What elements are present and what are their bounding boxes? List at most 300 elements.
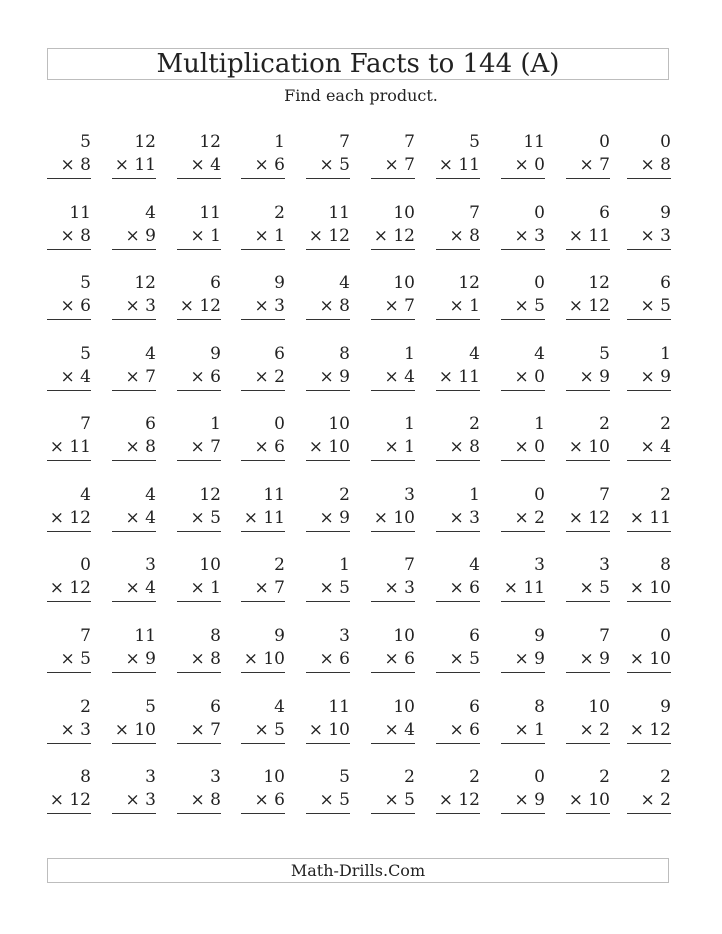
problem-6-7	[436, 485, 480, 531]
multiplicand: 1	[404, 414, 415, 434]
multiplicand: 11	[263, 485, 285, 505]
multiplier: × 5	[319, 578, 350, 598]
multiplicand: 4	[469, 344, 480, 364]
problem-10-8	[501, 767, 545, 813]
multiplier: × 5	[384, 790, 415, 810]
problem-2-4	[241, 203, 285, 249]
multiplier: × 11	[438, 367, 480, 387]
problem-2-3	[177, 203, 221, 249]
answer-line	[241, 672, 285, 673]
multiplicand: 4	[145, 485, 156, 505]
multiplicand: 6	[469, 626, 480, 646]
footer-text: Math-Drills.Com	[290, 861, 426, 880]
problem-5-4	[241, 414, 285, 460]
answer-line	[306, 178, 350, 179]
problem-8-1	[47, 626, 91, 672]
answer-line	[177, 601, 221, 602]
multiplicand: 9	[534, 626, 545, 646]
multiplicand: 1	[404, 344, 415, 364]
answer-line	[47, 249, 91, 250]
problem-10-5	[306, 767, 350, 813]
multiplicand: 10	[393, 697, 415, 717]
problem-9-9	[566, 697, 610, 743]
problem-8-7	[436, 626, 480, 672]
problem-8-5	[306, 626, 350, 672]
multiplier: × 10	[629, 649, 671, 669]
page-title: Multiplication Facts to 144 (A)	[156, 49, 560, 79]
problem-6-5	[306, 485, 350, 531]
multiplicand: 1	[274, 132, 285, 152]
multiplier: × 6	[190, 367, 221, 387]
problem-1-9	[566, 132, 610, 178]
problem-3-10	[627, 273, 671, 319]
problem-5-6	[371, 414, 415, 460]
multiplicand: 3	[145, 767, 156, 787]
problem-9-7	[436, 697, 480, 743]
multiplicand: 0	[274, 414, 285, 434]
multiplicand: 8	[80, 767, 91, 787]
multiplicand: 5	[80, 273, 91, 293]
multiplier: × 0	[514, 367, 545, 387]
multiplier: × 1	[514, 720, 545, 740]
multiplicand: 10	[393, 626, 415, 646]
problem-2-10	[627, 203, 671, 249]
multiplier: × 11	[243, 508, 285, 528]
multiplier: × 3	[640, 226, 671, 246]
multiplicand: 8	[339, 344, 350, 364]
answer-line	[112, 813, 156, 814]
multiplier: × 2	[254, 367, 285, 387]
multiplier: × 6	[254, 790, 285, 810]
answer-line	[501, 531, 545, 532]
answer-line	[436, 672, 480, 673]
multiplier: × 7	[384, 296, 415, 316]
problem-3-7	[436, 273, 480, 319]
multiplier: × 10	[243, 649, 285, 669]
multiplier: × 3	[384, 578, 415, 598]
multiplicand: 6	[145, 414, 156, 434]
multiplier: × 11	[503, 578, 545, 598]
multiplier: × 7	[384, 155, 415, 175]
multiplier: × 6	[254, 155, 285, 175]
multiplier: × 11	[629, 508, 671, 528]
multiplier: × 4	[125, 578, 156, 598]
problem-8-8	[501, 626, 545, 672]
multiplier: × 12	[373, 226, 415, 246]
multiplier: × 6	[254, 437, 285, 457]
answer-line	[306, 460, 350, 461]
problem-6-3	[177, 485, 221, 531]
multiplier: × 5	[319, 790, 350, 810]
multiplier: × 8	[60, 226, 91, 246]
page-subtitle: Find each product.	[284, 86, 438, 105]
answer-line	[371, 813, 415, 814]
answer-line	[627, 531, 671, 532]
multiplicand: 8	[660, 555, 671, 575]
multiplicand: 7	[599, 485, 610, 505]
answer-line	[566, 390, 610, 391]
multiplier: × 7	[254, 578, 285, 598]
multiplicand: 1	[339, 555, 350, 575]
answer-line	[177, 390, 221, 391]
multiplicand: 3	[599, 555, 610, 575]
multiplicand: 5	[599, 344, 610, 364]
multiplicand: 9	[274, 626, 285, 646]
answer-line	[241, 460, 285, 461]
answer-line	[371, 390, 415, 391]
multiplicand: 3	[210, 767, 221, 787]
answer-line	[566, 460, 610, 461]
answer-line	[436, 390, 480, 391]
multiplicand: 2	[339, 485, 350, 505]
multiplier: × 9	[125, 649, 156, 669]
multiplier: × 1	[190, 226, 221, 246]
multiplier: × 0	[514, 437, 545, 457]
multiplicand: 5	[80, 344, 91, 364]
multiplier: × 9	[514, 649, 545, 669]
multiplicand: 12	[199, 485, 221, 505]
problem-4-2	[112, 344, 156, 390]
answer-line	[112, 178, 156, 179]
multiplicand: 4	[534, 344, 545, 364]
multiplier: × 7	[125, 367, 156, 387]
problem-3-5	[306, 273, 350, 319]
multiplier: × 5	[514, 296, 545, 316]
multiplier: × 12	[629, 720, 671, 740]
answer-line	[47, 460, 91, 461]
multiplicand: 2	[274, 555, 285, 575]
problem-10-7	[436, 767, 480, 813]
multiplier: × 12	[568, 508, 610, 528]
multiplicand: 10	[393, 203, 415, 223]
multiplicand: 7	[469, 203, 480, 223]
multiplicand: 12	[458, 273, 480, 293]
answer-line	[436, 178, 480, 179]
multiplier: × 12	[568, 296, 610, 316]
problem-7-1	[47, 555, 91, 601]
answer-line	[241, 601, 285, 602]
answer-line	[47, 390, 91, 391]
problem-4-8	[501, 344, 545, 390]
multiplier: × 11	[49, 437, 91, 457]
answer-line	[566, 249, 610, 250]
multiplicand: 12	[199, 132, 221, 152]
multiplier: × 9	[640, 367, 671, 387]
problem-7-6	[371, 555, 415, 601]
multiplicand: 12	[134, 132, 156, 152]
multiplicand: 6	[210, 273, 221, 293]
problem-1-1	[47, 132, 91, 178]
problem-7-3	[177, 555, 221, 601]
multiplicand: 9	[660, 697, 671, 717]
multiplicand: 2	[469, 414, 480, 434]
problem-10-4	[241, 767, 285, 813]
answer-line	[47, 178, 91, 179]
multiplicand: 8	[534, 697, 545, 717]
multiplicand: 10	[588, 697, 610, 717]
answer-line	[566, 319, 610, 320]
multiplier: × 8	[125, 437, 156, 457]
multiplier: × 12	[438, 790, 480, 810]
problem-5-5	[306, 414, 350, 460]
problem-3-6	[371, 273, 415, 319]
multiplier: × 1	[254, 226, 285, 246]
answer-line	[112, 319, 156, 320]
multiplier: × 1	[384, 437, 415, 457]
multiplicand: 0	[599, 132, 610, 152]
multiplicand: 6	[274, 344, 285, 364]
multiplier: × 11	[568, 226, 610, 246]
multiplicand: 0	[534, 273, 545, 293]
answer-line	[306, 531, 350, 532]
problem-6-1	[47, 485, 91, 531]
multiplicand: 2	[599, 767, 610, 787]
multiplicand: 1	[660, 344, 671, 364]
multiplicand: 12	[588, 273, 610, 293]
answer-line	[177, 249, 221, 250]
multiplier: × 3	[514, 226, 545, 246]
answer-line	[566, 743, 610, 744]
multiplicand: 1	[210, 414, 221, 434]
multiplicand: 2	[660, 414, 671, 434]
multiplicand: 5	[339, 767, 350, 787]
multiplicand: 7	[404, 132, 415, 152]
answer-line	[241, 531, 285, 532]
multiplier: × 5	[319, 155, 350, 175]
problem-1-10	[627, 132, 671, 178]
answer-line	[436, 813, 480, 814]
multiplicand: 0	[660, 626, 671, 646]
answer-line	[501, 178, 545, 179]
answer-line	[501, 390, 545, 391]
problem-1-6	[371, 132, 415, 178]
multiplier: × 6	[319, 649, 350, 669]
multiplier: × 2	[640, 790, 671, 810]
multiplicand: 6	[469, 697, 480, 717]
problem-5-8	[501, 414, 545, 460]
problem-8-2	[112, 626, 156, 672]
title-box	[47, 48, 669, 80]
answer-line	[177, 813, 221, 814]
answer-line	[177, 672, 221, 673]
multiplier: × 5	[190, 508, 221, 528]
multiplier: × 8	[60, 155, 91, 175]
multiplicand: 2	[660, 767, 671, 787]
problem-7-8	[501, 555, 545, 601]
multiplier: × 1	[449, 296, 480, 316]
answer-line	[627, 601, 671, 602]
answer-line	[501, 672, 545, 673]
multiplier: × 5	[254, 720, 285, 740]
multiplier: × 9	[319, 508, 350, 528]
problem-8-9	[566, 626, 610, 672]
multiplier: × 8	[449, 437, 480, 457]
problem-9-10	[627, 697, 671, 743]
multiplier: × 12	[49, 508, 91, 528]
answer-line	[112, 672, 156, 673]
multiplicand: 5	[469, 132, 480, 152]
problem-2-8	[501, 203, 545, 249]
multiplier: × 2	[514, 508, 545, 528]
problem-4-4	[241, 344, 285, 390]
problem-1-2	[112, 132, 156, 178]
problem-3-2	[112, 273, 156, 319]
multiplicand: 5	[145, 697, 156, 717]
answer-line	[177, 743, 221, 744]
answer-line	[241, 743, 285, 744]
multiplier: × 9	[125, 226, 156, 246]
problem-1-5	[306, 132, 350, 178]
problem-6-8	[501, 485, 545, 531]
multiplicand: 4	[469, 555, 480, 575]
problem-5-2	[112, 414, 156, 460]
answer-line	[306, 743, 350, 744]
answer-line	[177, 460, 221, 461]
multiplicand: 11	[328, 697, 350, 717]
answer-line	[436, 531, 480, 532]
multiplier: × 4	[384, 720, 415, 740]
answer-line	[627, 319, 671, 320]
problem-9-8	[501, 697, 545, 743]
answer-line	[306, 390, 350, 391]
answer-line	[47, 531, 91, 532]
problem-8-10	[627, 626, 671, 672]
problem-4-5	[306, 344, 350, 390]
answer-line	[241, 178, 285, 179]
problem-5-1	[47, 414, 91, 460]
multiplicand: 2	[404, 767, 415, 787]
multiplicand: 12	[134, 273, 156, 293]
problem-7-5	[306, 555, 350, 601]
multiplicand: 4	[339, 273, 350, 293]
multiplier: × 8	[640, 155, 671, 175]
answer-line	[306, 672, 350, 673]
problem-6-10	[627, 485, 671, 531]
problem-8-4	[241, 626, 285, 672]
problem-5-9	[566, 414, 610, 460]
problem-6-9	[566, 485, 610, 531]
multiplier: × 12	[179, 296, 221, 316]
answer-line	[112, 249, 156, 250]
problem-8-6	[371, 626, 415, 672]
answer-line	[566, 531, 610, 532]
multiplicand: 7	[404, 555, 415, 575]
answer-line	[436, 319, 480, 320]
problem-5-10	[627, 414, 671, 460]
multiplicand: 10	[328, 414, 350, 434]
problem-6-6	[371, 485, 415, 531]
multiplier: × 6	[449, 720, 480, 740]
answer-line	[47, 813, 91, 814]
answer-line	[436, 601, 480, 602]
multiplicand: 4	[80, 485, 91, 505]
multiplier: × 0	[514, 155, 545, 175]
multiplier: × 12	[308, 226, 350, 246]
answer-line	[436, 249, 480, 250]
multiplier: × 11	[438, 155, 480, 175]
multiplicand: 3	[145, 555, 156, 575]
answer-line	[112, 531, 156, 532]
multiplicand: 3	[534, 555, 545, 575]
problem-2-6	[371, 203, 415, 249]
answer-line	[306, 601, 350, 602]
answer-line	[501, 601, 545, 602]
multiplier: × 7	[579, 155, 610, 175]
problem-2-7	[436, 203, 480, 249]
problem-4-6	[371, 344, 415, 390]
answer-line	[627, 672, 671, 673]
multiplicand: 4	[274, 697, 285, 717]
problem-4-3	[177, 344, 221, 390]
multiplier: × 10	[114, 720, 156, 740]
problem-7-9	[566, 555, 610, 601]
multiplier: × 2	[579, 720, 610, 740]
problem-7-2	[112, 555, 156, 601]
multiplier: × 3	[125, 790, 156, 810]
multiplicand: 0	[660, 132, 671, 152]
answer-line	[241, 249, 285, 250]
multiplicand: 10	[263, 767, 285, 787]
multiplier: × 7	[190, 720, 221, 740]
answer-line	[627, 178, 671, 179]
answer-line	[371, 601, 415, 602]
answer-line	[371, 460, 415, 461]
multiplicand: 7	[339, 132, 350, 152]
multiplier: × 8	[190, 649, 221, 669]
problem-7-10	[627, 555, 671, 601]
answer-line	[371, 672, 415, 673]
multiplicand: 11	[199, 203, 221, 223]
answer-line	[241, 813, 285, 814]
multiplier: × 9	[319, 367, 350, 387]
multiplier: × 6	[384, 649, 415, 669]
answer-line	[566, 672, 610, 673]
problem-1-8	[501, 132, 545, 178]
answer-line	[306, 249, 350, 250]
problem-6-2	[112, 485, 156, 531]
multiplier: × 1	[190, 578, 221, 598]
answer-line	[436, 460, 480, 461]
problem-1-3	[177, 132, 221, 178]
problem-10-6	[371, 767, 415, 813]
multiplicand: 2	[660, 485, 671, 505]
multiplier: × 10	[629, 578, 671, 598]
answer-line	[501, 743, 545, 744]
multiplier: × 9	[514, 790, 545, 810]
problem-3-3	[177, 273, 221, 319]
multiplicand: 9	[274, 273, 285, 293]
multiplicand: 6	[599, 203, 610, 223]
problem-4-10	[627, 344, 671, 390]
answer-line	[436, 743, 480, 744]
answer-line	[241, 319, 285, 320]
answer-line	[627, 249, 671, 250]
problem-2-5	[306, 203, 350, 249]
problem-4-1	[47, 344, 91, 390]
multiplier: × 9	[579, 367, 610, 387]
multiplier: × 4	[384, 367, 415, 387]
answer-line	[112, 460, 156, 461]
answer-line	[112, 390, 156, 391]
multiplicand: 1	[534, 414, 545, 434]
answer-line	[371, 319, 415, 320]
multiplicand: 9	[210, 344, 221, 364]
multiplicand: 11	[134, 626, 156, 646]
answer-line	[371, 743, 415, 744]
problem-6-4	[241, 485, 285, 531]
multiplier: × 12	[49, 578, 91, 598]
answer-line	[501, 813, 545, 814]
